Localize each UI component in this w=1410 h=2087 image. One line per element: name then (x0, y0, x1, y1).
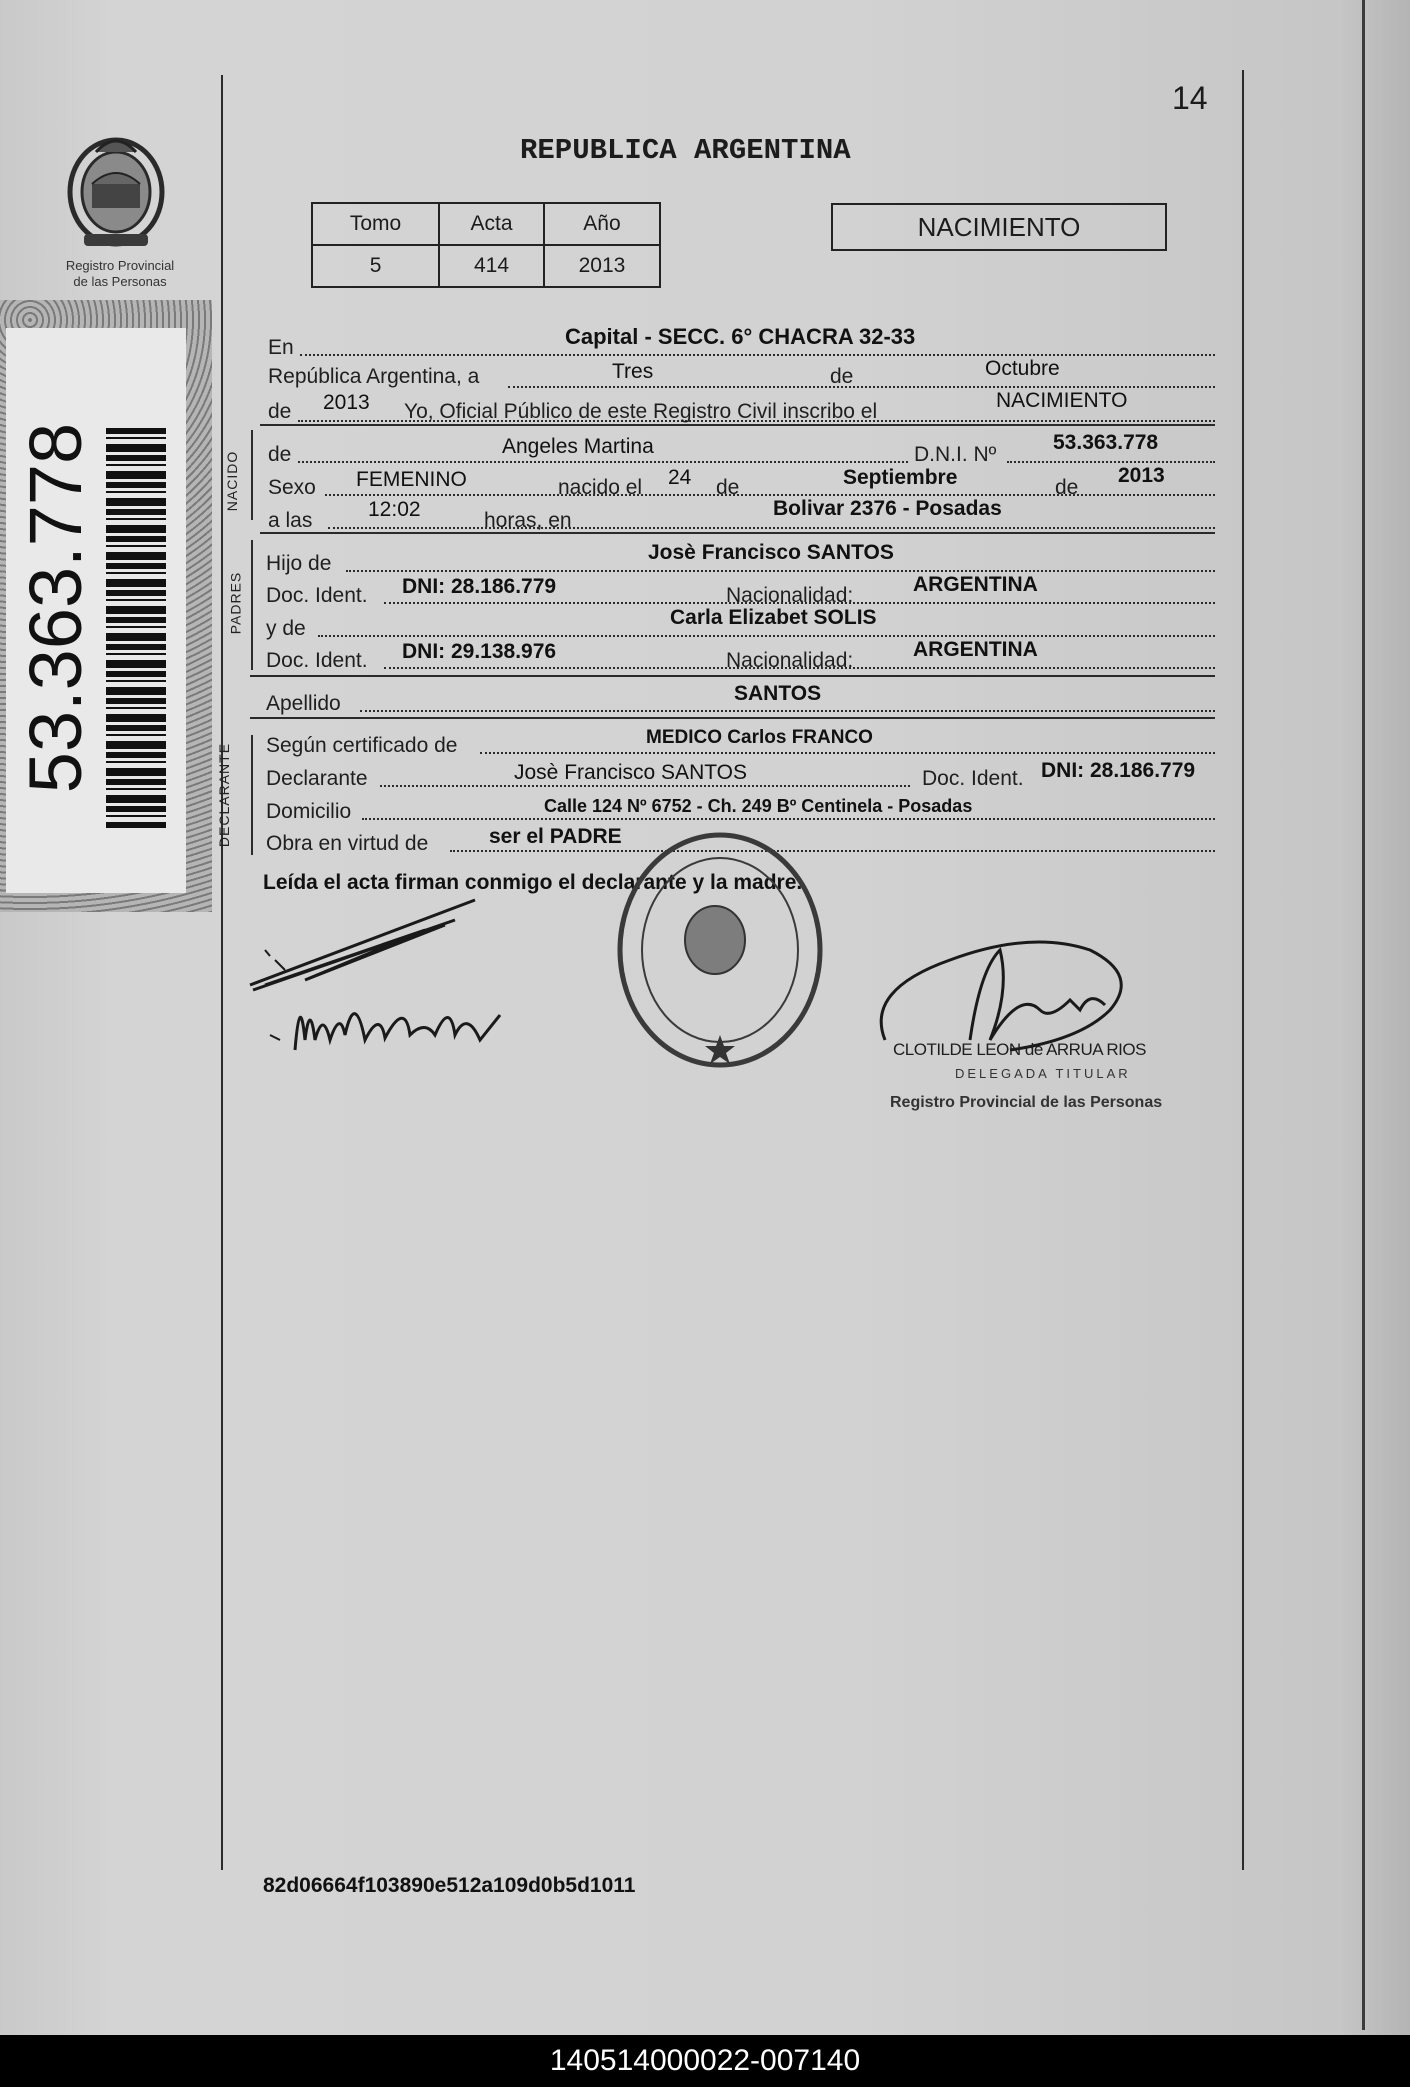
section-bracket-nacido (251, 430, 253, 520)
barcode-label (6, 328, 186, 893)
father-name: Josè Francisco SANTOS (648, 541, 894, 564)
domicilio-value: Calle 124 Nº 6752 - Ch. 249 Bº Centinela - Posadas (544, 796, 973, 816)
hijo-label: Hijo de (266, 552, 332, 575)
section-rule (260, 532, 1215, 534)
dotline (1007, 461, 1215, 463)
header-tomo: Tomo (312, 203, 439, 245)
dotline (450, 850, 1215, 852)
barcode (106, 428, 166, 828)
yo-label: Yo, Oficial Público de este Registro Civil inscribo el (404, 400, 878, 423)
page-number: 14 (1172, 80, 1208, 116)
footer-bar (0, 2035, 1410, 2087)
de-label: de (268, 400, 292, 423)
child-name: Angeles Martina (502, 435, 654, 458)
registry-line1: Registro Provincial (65, 258, 175, 273)
cert-value: MEDICO Carlos FRANCO (646, 727, 873, 748)
apellido-value: SANTOS (734, 682, 822, 705)
dotline (508, 386, 1215, 388)
official-org: Registro Provincial de las Personas (890, 1094, 1163, 1111)
declarante-label: Declarante (266, 767, 368, 790)
mother-nationality: ARGENTINA (913, 638, 1038, 661)
event-value: NACIMIENTO (996, 389, 1128, 412)
hora-value: 12:02 (368, 498, 421, 521)
nacionalidad-label: Nacionalidad: (726, 584, 854, 607)
father-doc: DNI: 28.186.779 (402, 575, 557, 598)
dotline (380, 785, 910, 787)
section-rule (250, 717, 1215, 719)
republica-label: República Argentina, a (268, 365, 480, 388)
declarante-doc: DNI: 28.186.779 (1041, 759, 1196, 782)
father-nationality: ARGENTINA (913, 573, 1038, 596)
birth-month: Septiembre (843, 466, 958, 489)
doc-label: Doc. Ident. (266, 649, 368, 672)
mother-name: Carla Elizabet SOLIS (670, 606, 877, 629)
doc-label: Doc. Ident. (922, 767, 1024, 790)
child-dni: 53.363.778 (1053, 431, 1159, 454)
dotline (318, 635, 1215, 637)
dotline (480, 752, 1215, 754)
de-label: de (1055, 476, 1079, 499)
section-rule (260, 424, 1215, 426)
document-title: REPUBLICA ARGENTINA (520, 134, 851, 167)
birth-day: 24 (668, 466, 692, 489)
place-value: Capital - SECC. 6° CHACRA 32-33 (565, 324, 916, 349)
official-stamp (610, 820, 830, 1085)
year-value: 2013 (323, 391, 370, 414)
birth-year: 2013 (1118, 464, 1165, 487)
registry-seal-logo (62, 122, 170, 257)
official-name: CLOTILDE LEON de ARRUA RIOS (893, 1040, 1146, 1059)
sexo-value: FEMENINO (356, 468, 467, 491)
mother-doc: DNI: 29.138.976 (402, 640, 557, 663)
value-anio: 2013 (544, 245, 660, 287)
birth-place: Bolivar 2376 - Posadas (773, 497, 1002, 520)
section-rule (250, 675, 1215, 677)
declarante-name: Josè Francisco SANTOS (514, 761, 748, 784)
en-label: En (268, 336, 294, 359)
obra-label: Obra en virtud de (266, 832, 429, 855)
dni-label: D.N.I. Nº (914, 443, 997, 466)
domicilio-label: Domicilio (266, 800, 352, 823)
barcode-sticker (0, 300, 212, 912)
doc-label: Doc. Ident. (266, 584, 368, 607)
footer-code: 140514000022-007140 (549, 2044, 861, 2077)
closing-statement: Leída el acta firman conmigo el declarante y la madre. (263, 871, 803, 894)
obra-value: ser el PADRE (489, 825, 622, 848)
hora-label: a las (268, 509, 313, 532)
de-label: de (716, 476, 740, 499)
value-tomo: 5 (312, 245, 439, 287)
value-acta: 414 (439, 245, 544, 287)
dotline (300, 354, 1215, 356)
header-anio: Año (544, 203, 660, 245)
section-label-padres: PADRES (227, 571, 244, 635)
dotline (346, 570, 1215, 572)
section-bracket-padres (251, 540, 253, 670)
day-value: Tres (612, 360, 654, 383)
registry-line2: de las Personas (73, 274, 167, 289)
id-number-vertical: 53.363.778 (14, 422, 97, 794)
cert-label: Según certificado de (266, 734, 458, 757)
declarante-signature (245, 890, 515, 1075)
document-hash: 82d06664f103890e512a109d0b5d1011 (263, 1874, 636, 1897)
page-edge-line (1362, 0, 1365, 2030)
nacionalidad-label: Nacionalidad: (726, 649, 854, 672)
right-margin-line (1242, 70, 1244, 1870)
header-acta: Acta (439, 203, 544, 245)
dotline (325, 494, 1215, 496)
yde-label: y de (266, 617, 306, 640)
record-type-box: NACIMIENTO (831, 203, 1167, 251)
de-label: de (268, 443, 292, 466)
month-value: Octubre (985, 357, 1060, 380)
dotline (298, 461, 908, 463)
section-label-nacido: NACIDO (224, 450, 241, 512)
official-signature (870, 930, 1150, 1085)
section-label-declarante: DECLARANTE (216, 742, 233, 848)
section-bracket-declarante (251, 735, 253, 855)
apellido-label: Apellido (266, 692, 341, 715)
dotline (360, 710, 1215, 712)
horas-label: horas, en (484, 509, 572, 532)
official-title: DELEGADA TITULAR (955, 1066, 1131, 1081)
left-margin-line (221, 75, 223, 1870)
dotline (328, 527, 1215, 529)
record-table (311, 202, 661, 288)
nacido-label: nacido el (558, 476, 643, 499)
registry-name (40, 258, 200, 290)
sexo-label: Sexo (268, 476, 316, 499)
de-label: de (830, 365, 854, 388)
